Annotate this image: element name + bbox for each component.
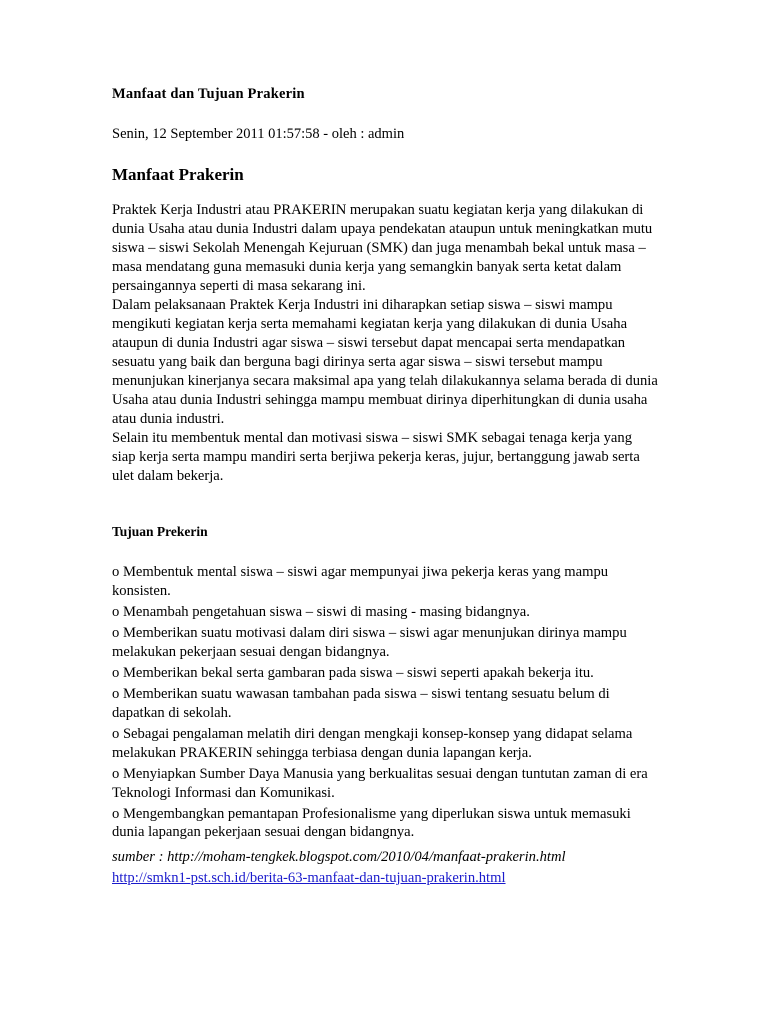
list-item: o Sebagai pengalaman melatih diri dengan mengkaji konsep-konsep yang didapat selama melakukan PRAKERIN sehingga terbiasa dengan dunia lapangan kerja. xyxy=(112,725,633,761)
paragraph-2: Dalam pelaksanaan Praktek Kerja Industri ini diharapkan setiap siswa – siswi mampu mengikuti kegiatan kerja serta memahami kegiatan kerja yang dilakukan di dunia Usaha ataupun di dunia Industri agar siswa – siswi tersebut dapat mencapai serta mendapatkan sesuatu yang baik dan berguna bagi dirinya serta agar siswa – siswi tersebut mampu menunjukan kinerjanya secara maksimal apa yang telah dilakukannya selama berada di dunia Usaha atau dunia Industri sehingga mampu membuat dirinya diperhitungkan di dunia usaha atau dunia industri. xyxy=(112,297,658,428)
section-heading-manfaat: Manfaat Prakerin xyxy=(112,165,244,185)
list-item: o Membentuk mental siswa – siswi agar mempunyai jiwa pekerja keras yang mampu konsisten. xyxy=(112,563,609,599)
paragraph-3: Selain itu membentuk mental dan motivasi siswa – siswi SMK sebagai tenaga kerja yang siap kerja serta mampu mandiri serta berjiwa pekerja keras, jujur, bertanggung jawab serta ulet dalam bekerja. xyxy=(112,430,640,485)
document-meta: Senin, 12 September 2011 01:57:58 - oleh : admin xyxy=(112,126,405,143)
body-paragraphs xyxy=(112,201,658,486)
list-item: o Memberikan suatu wawasan tambahan pada siswa – siswi tentang sesuatu belum di dapatkan di sekolah. xyxy=(112,685,610,721)
subsection-heading-tujuan: Tujuan Prekerin xyxy=(112,524,208,540)
tujuan-list xyxy=(112,563,658,843)
source-link[interactable]: http://smkn1-pst.sch.id/berita-63-manfaat-dan-tujuan-prakerin.html xyxy=(112,870,506,887)
paragraph-1: Praktek Kerja Industri atau PRAKERIN merupakan suatu kegiatan kerja yang dilakukan di dunia Usaha atau dunia Industri dalam upaya pendekatan ataupun untuk meningkatkan mutu siswa – siswi Sekolah Menengah Kejuruan (SMK) dan juga menambah bekal untuk masa – masa mendatang guna memasuki dunia kerja yang semangkin banyak serta ketat dalam persaingannya seperti di masa sekarang ini. xyxy=(112,202,653,295)
list-item: o Menyiapkan Sumber Daya Manusia yang berkualitas sesuai dengan tuntutan zaman di era Teknologi Informasi dan Komunikasi. xyxy=(112,765,648,801)
list-item: o Memberikan bekal serta gambaran pada siswa – siswi seperti apakah bekerja itu. xyxy=(112,664,594,681)
page-title: Manfaat dan Tujuan Prakerin xyxy=(112,86,305,102)
source-attribution: sumber : http://moham-tengkek.blogspot.com/2010/04/manfaat-prakerin.html xyxy=(112,849,566,866)
list-item: o Menambah pengetahuan siswa – siswi di masing - masing bidangnya. xyxy=(112,603,530,620)
list-item: o Memberikan suatu motivasi dalam diri siswa – siswi agar menunjukan dirinya mampu melakukan pekerjaan sesuai dengan bidangnya. xyxy=(112,624,627,660)
list-item: o Mengembangkan pemantapan Profesionalisme yang diperlukan siswa untuk memasuki dunia lapangan pekerjaan sesuai dengan bidangnya. xyxy=(112,805,631,841)
